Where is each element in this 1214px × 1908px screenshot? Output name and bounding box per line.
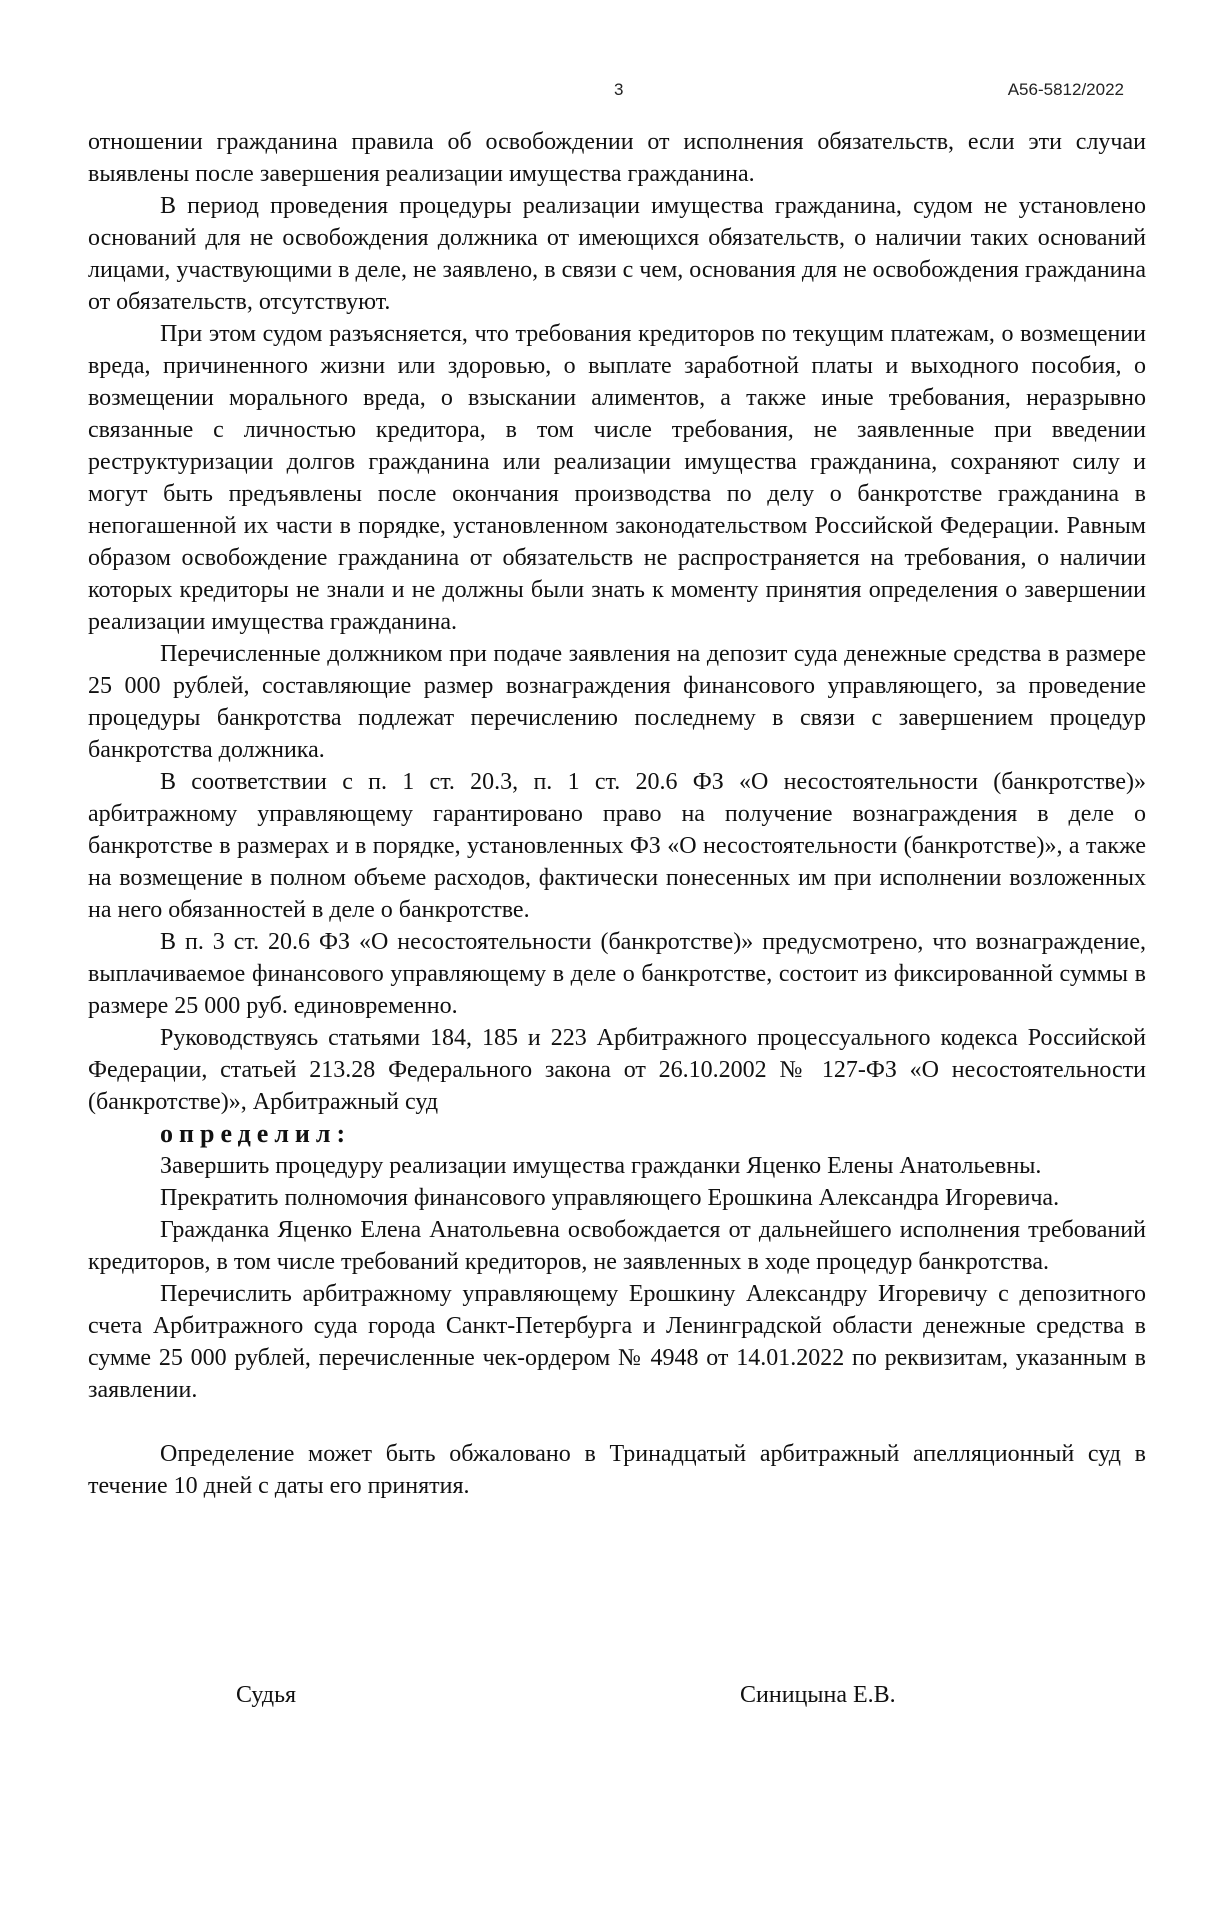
page-number: 3 xyxy=(614,80,624,99)
decision-item: Гражданка Яценко Елена Анатольевна освобождается от дальнейшего исполнения требований кредиторов, в том числе требований кредиторов, не заявленных в ходе процедур банкротства. xyxy=(88,1217,1146,1275)
paragraph: При этом судом разъясняется, что требования кредиторов по текущим платежам, о возмещении вреда, причиненного жизни или здоровью, о выплате заработной платы и выходного пособия, о возмещении морального вреда, о взыскании алиментов, а также иные требования, неразрывно связанные с личностью кредитора, в том числе требования, не заявленные при введении реструктуризации долгов гражданина или реализации имущества гражданина, сохраняют силу и могут быть предъявлены после окончания производства по делу о банкротстве гражданина в непогашенной их части в порядке, установленном законодательством Российской Федерации. Равным образом освобождение гражданина от обязательств не распространяется на требования, о наличии которых кредиторы не знали и не должны были знать к моменту принятия определения о завершении реализации имущества гражданина. xyxy=(88,321,1146,635)
document-body xyxy=(88,126,1146,1502)
appeal-notice: Определение может быть обжаловано в Тринадцатый арбитражный апелляционный суд в течение 10 дней с даты его принятия. xyxy=(88,1441,1146,1499)
paragraph: отношении гражданина правила об освобождении от исполнения обязательств, если эти случаи выявлены после завершения реализации имущества гражданина. xyxy=(88,129,1146,187)
judge-label: Судья xyxy=(236,1682,297,1708)
paragraph: В период проведения процедуры реализации имущества гражданина, судом не установлено оснований для не освобождения должника от имеющихся обязательств, о наличии таких оснований лицами, участвующими в деле, не заявлено, в связи с чем, основания для не освобождения гражданина от обязательств, отсутствуют. xyxy=(88,193,1146,315)
paragraph: В соответствии с п. 1 ст. 20.3, п. 1 ст. 20.6 ФЗ «О несостоятельности (банкротстве)» арбитражному управляющему гарантировано право на получение вознаграждения в деле о банкротстве в размерах и в порядке, установленных ФЗ «О несостоятельности (банкротстве)», а также на возмещение в полном объеме расходов, фактически понесенных им при исполнении возложенных на него обязанностей в деле о банкротстве. xyxy=(88,769,1146,923)
case-number: А56-5812/2022 xyxy=(1007,80,1124,99)
paragraph: В п. 3 ст. 20.6 ФЗ «О несостоятельности (банкротстве)» предусмотрено, что вознаграждение, выплачиваемое финансового управляющему в деле о банкротстве, состоит из фиксированной суммы в размере 25 000 руб. единовременно. xyxy=(88,929,1146,1019)
paragraph: Перечисленные должником при подаче заявления на депозит суда денежные средства в размере 25 000 рублей, составляющие размер вознаграждения финансового управляющего, за проведение процедуры банкротства подлежат перечислению последнему в связи с завершением процедур банкротства должника. xyxy=(88,641,1146,763)
decision-item: Перечислить арбитражному управляющему Ерошкину Александру Игоревичу с депозитного счета Арбитражного суда города Санкт-Петербурга и Ленинградской области денежные средства в сумме 25 000 рублей, перечисленные чек-ордером № 4948 от 14.01.2022 по реквизитам, указанным в заявлении. xyxy=(88,1281,1146,1403)
decision-item: Прекратить полномочия финансового управляющего Ерошкина Александра Игоревича. xyxy=(160,1185,1060,1211)
decision-heading: определил: xyxy=(160,1119,352,1148)
page-header xyxy=(0,80,1214,104)
decision-item: Завершить процедуру реализации имущества гражданки Яценко Елены Анатольевны. xyxy=(160,1153,1042,1179)
judge-name: Синицына Е.В. xyxy=(740,1682,896,1708)
paragraph: Руководствуясь статьями 184, 185 и 223 Арбитражного процессуального кодекса Российской Федерации, статьей 213.28 Федерального закона от 26.10.2002 № 127-ФЗ «О несостоятельности (банкротстве)», Арбитражный суд xyxy=(88,1025,1146,1115)
